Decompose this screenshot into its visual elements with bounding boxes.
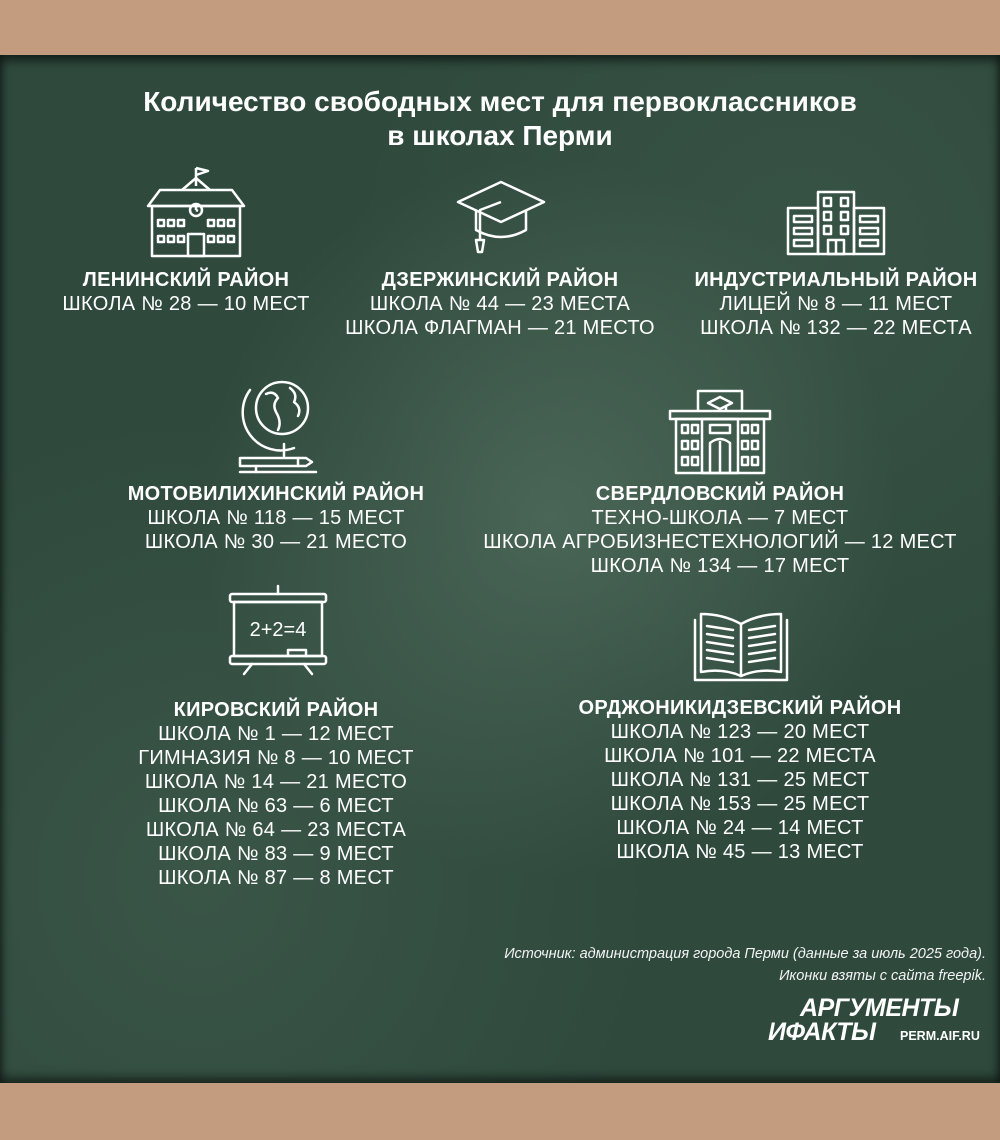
district-name: ОРДЖОНИКИДЗЕВСКИЙ РАЙОН: [578, 697, 902, 719]
open-book-icon: [693, 610, 789, 684]
school-line: ШКОЛА № 1 — 12 МЕСТ: [158, 723, 394, 745]
school-building-icon: [146, 164, 246, 260]
school-line: ШКОЛА № 132 — 22 МЕСТА: [700, 317, 972, 339]
district-dzerzhinsky: [325, 268, 675, 340]
university-building-icon: [668, 385, 772, 475]
district-name: КИРОВСКИЙ РАЙОН: [173, 699, 379, 721]
wooden-frame-top: [0, 0, 1000, 55]
globe-icon: [236, 372, 320, 474]
blackboard-equation: 2+2=4: [249, 619, 307, 641]
school-line: ШКОЛА № 87 — 8 МЕСТ: [158, 867, 394, 889]
logo-line-1: АРГУМЕНТЫ: [800, 994, 959, 1022]
school-line: ШКОЛА № 63 — 6 МЕСТ: [158, 795, 394, 817]
source-note: [504, 943, 986, 987]
school-line: ШКОЛА № 134 — 17 МЕСТ: [590, 555, 850, 577]
school-line: ШКОЛА № 45 — 13 МЕСТ: [616, 841, 864, 863]
district-ordzhonikidzevsky: [555, 696, 925, 864]
school-line: ШКОЛА № 64 — 23 МЕСТА: [145, 819, 407, 841]
school-line: ШКОЛА № 118 — 15 МЕСТ: [147, 507, 405, 529]
aif-logo[interactable]: [768, 995, 990, 1055]
school-line: ТЕХНО-ШКОЛА — 7 МЕСТ: [591, 507, 849, 529]
school-line: ШКОЛА № 123 — 20 МЕСТ: [610, 721, 870, 743]
school-line: ШКОЛА № 153 — 25 МЕСТ: [610, 793, 870, 815]
district-leninsky: [46, 268, 326, 316]
modern-building-icon: [786, 190, 886, 256]
school-line: ШКОЛА № 83 — 9 МЕСТ: [158, 843, 394, 865]
school-line: ГИМНАЗИЯ № 8 — 10 МЕСТ: [138, 747, 414, 769]
school-line: ШКОЛА № 28 — 10 МЕСТ: [62, 293, 310, 315]
district-name: ЛЕНИНСКИЙ РАЙОН: [82, 269, 290, 291]
district-name: МОТОВИЛИХИНСКИЙ РАЙОН: [127, 483, 425, 505]
school-line: ШКОЛА № 131 — 25 МЕСТ: [610, 769, 870, 791]
district-motovilikhinsky: [106, 482, 446, 554]
graduation-cap-icon: [456, 178, 546, 258]
title-line-1: Количество свободных мест для первоклассников: [143, 86, 857, 117]
logo-url: PERM.AIF.RU: [900, 1029, 980, 1043]
district-name: СВЕРДЛОВСКИЙ РАЙОН: [595, 483, 845, 505]
school-line: ШКОЛА № 101 — 22 МЕСТА: [604, 745, 876, 767]
school-line: ШКОЛА № 30 — 21 МЕСТО: [144, 531, 408, 553]
school-line: ЛИЦЕЙ № 8 — 11 МЕСТ: [719, 293, 953, 315]
school-line: ШКОЛА № 14 — 21 МЕСТО: [144, 771, 408, 793]
district-sverdlovsky: [465, 482, 975, 578]
title-line-2: в школах Перми: [387, 120, 613, 151]
wooden-frame-bottom: [0, 1083, 1000, 1140]
district-name: ДЗЕРЖИНСКИЙ РАЙОН: [381, 269, 619, 291]
blackboard-icon: [228, 584, 328, 676]
source-line-2: Иконки взяты с сайта freepik.: [779, 968, 986, 984]
school-line: ШКОЛА АГРОБИЗНЕСТЕХНОЛОГИЙ — 12 МЕСТ: [483, 531, 957, 553]
district-name: ИНДУСТРИАЛЬНЫЙ РАЙОН: [694, 269, 978, 291]
school-line: ШКОЛА № 24 — 14 МЕСТ: [616, 817, 864, 839]
school-line: ШКОЛА № 44 — 23 МЕСТА: [369, 293, 631, 315]
source-line-1: Источник: администрация города Перми (данные за июль 2025 года).: [504, 946, 986, 962]
logo-line-2: ИФАКТЫ: [768, 1018, 876, 1046]
page-title: [0, 85, 1000, 153]
district-industrialny: [676, 268, 996, 340]
district-kirovsky: [126, 698, 426, 890]
school-line: ШКОЛА ФЛАГМАН — 21 МЕСТО: [345, 317, 655, 339]
